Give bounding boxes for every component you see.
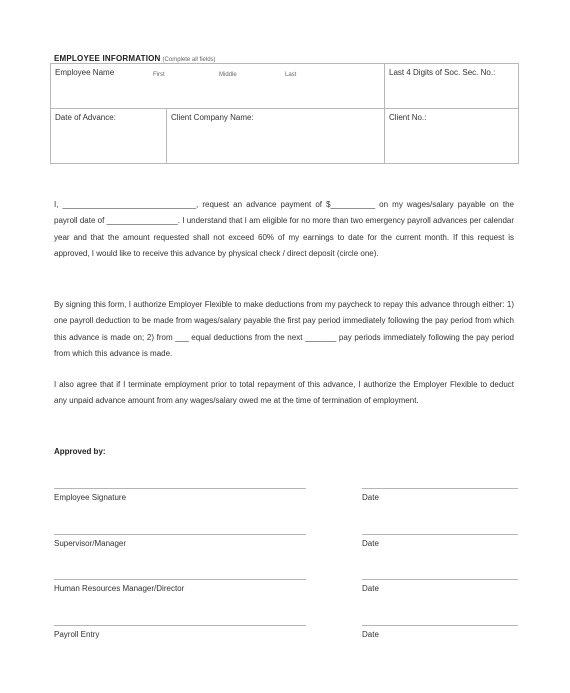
supervisor-signature-line[interactable] <box>54 534 306 535</box>
employee-signature-date-line[interactable] <box>362 488 518 489</box>
date-of-advance-field[interactable] <box>51 109 167 164</box>
hr-manager-date-line[interactable] <box>362 579 518 580</box>
middle-name-label: Middle <box>219 72 237 78</box>
client-company-name-field[interactable] <box>167 109 385 164</box>
employee-signature-label: Employee Signature <box>54 493 127 502</box>
employee-information-header <box>54 54 216 63</box>
payroll-entry-date-label: Date <box>362 630 379 639</box>
request-paragraph: I, ______________________________, request an advance payment of $__________ on my wages/salary payable on the payroll date of ________________. I understand that I am eligible for no more than two emergency payroll advances per calendar year and that the amount requested shall not exceed 60% of my earnings to date for the current month. If this request is approved, I would like to receive this advance by physical check / direct deposit (circle one). <box>54 200 514 259</box>
employee-name-field[interactable] <box>51 64 385 109</box>
client-no-field[interactable] <box>385 109 519 164</box>
client-company-name-label: Client Company Name: <box>171 113 254 122</box>
last-name-label: Last <box>285 72 297 78</box>
payroll-entry-date-line[interactable] <box>362 625 518 626</box>
employee-information-table <box>50 63 519 164</box>
section-note: (Complete all fields) <box>162 57 216 63</box>
hr-manager-signature-line[interactable] <box>54 579 306 580</box>
supervisor-date-label: Date <box>362 539 379 548</box>
ssn-label: Last 4 Digits of Soc. Sec. No.: <box>389 68 496 77</box>
supervisor-date-line[interactable] <box>362 534 518 535</box>
payroll-entry-label: Payroll Entry <box>54 630 100 639</box>
ssn-field[interactable] <box>385 64 519 109</box>
employee-signature-line[interactable] <box>54 488 306 489</box>
hr-manager-date-label: Date <box>362 584 379 593</box>
date-of-advance-label: Date of Advance: <box>55 113 116 122</box>
approved-by-heading: Approved by: <box>54 447 106 456</box>
client-no-label: Client No.: <box>389 113 427 122</box>
hr-manager-label: Human Resources Manager/Director <box>54 584 185 593</box>
termination-paragraph: I also agree that if I terminate employment prior to total repayment of this advance, I authorize the Employer Flexible to deduct any unpaid advance amount from any wages/salary owed me at the time of termination of employment. <box>54 380 514 406</box>
supervisor-label: Supervisor/Manager <box>54 539 127 548</box>
authorization-paragraph: By signing this form, I authorize Employer Flexible to make deductions from my paycheck to repay this advance through either: 1) one payroll deduction to be made from wages/salary payable the first pay period immediately following the pay period from which this advance is made on; 2) from ___ equal deductions from the next _______ pay periods immediately following the pay period from which this advance is made. <box>54 300 514 359</box>
payroll-entry-line[interactable] <box>54 625 306 626</box>
first-name-label: First <box>153 72 165 78</box>
employee-name-label: Employee Name <box>55 68 115 77</box>
section-title: EMPLOYEE INFORMATION <box>54 54 161 63</box>
employee-signature-date-label: Date <box>362 493 379 502</box>
